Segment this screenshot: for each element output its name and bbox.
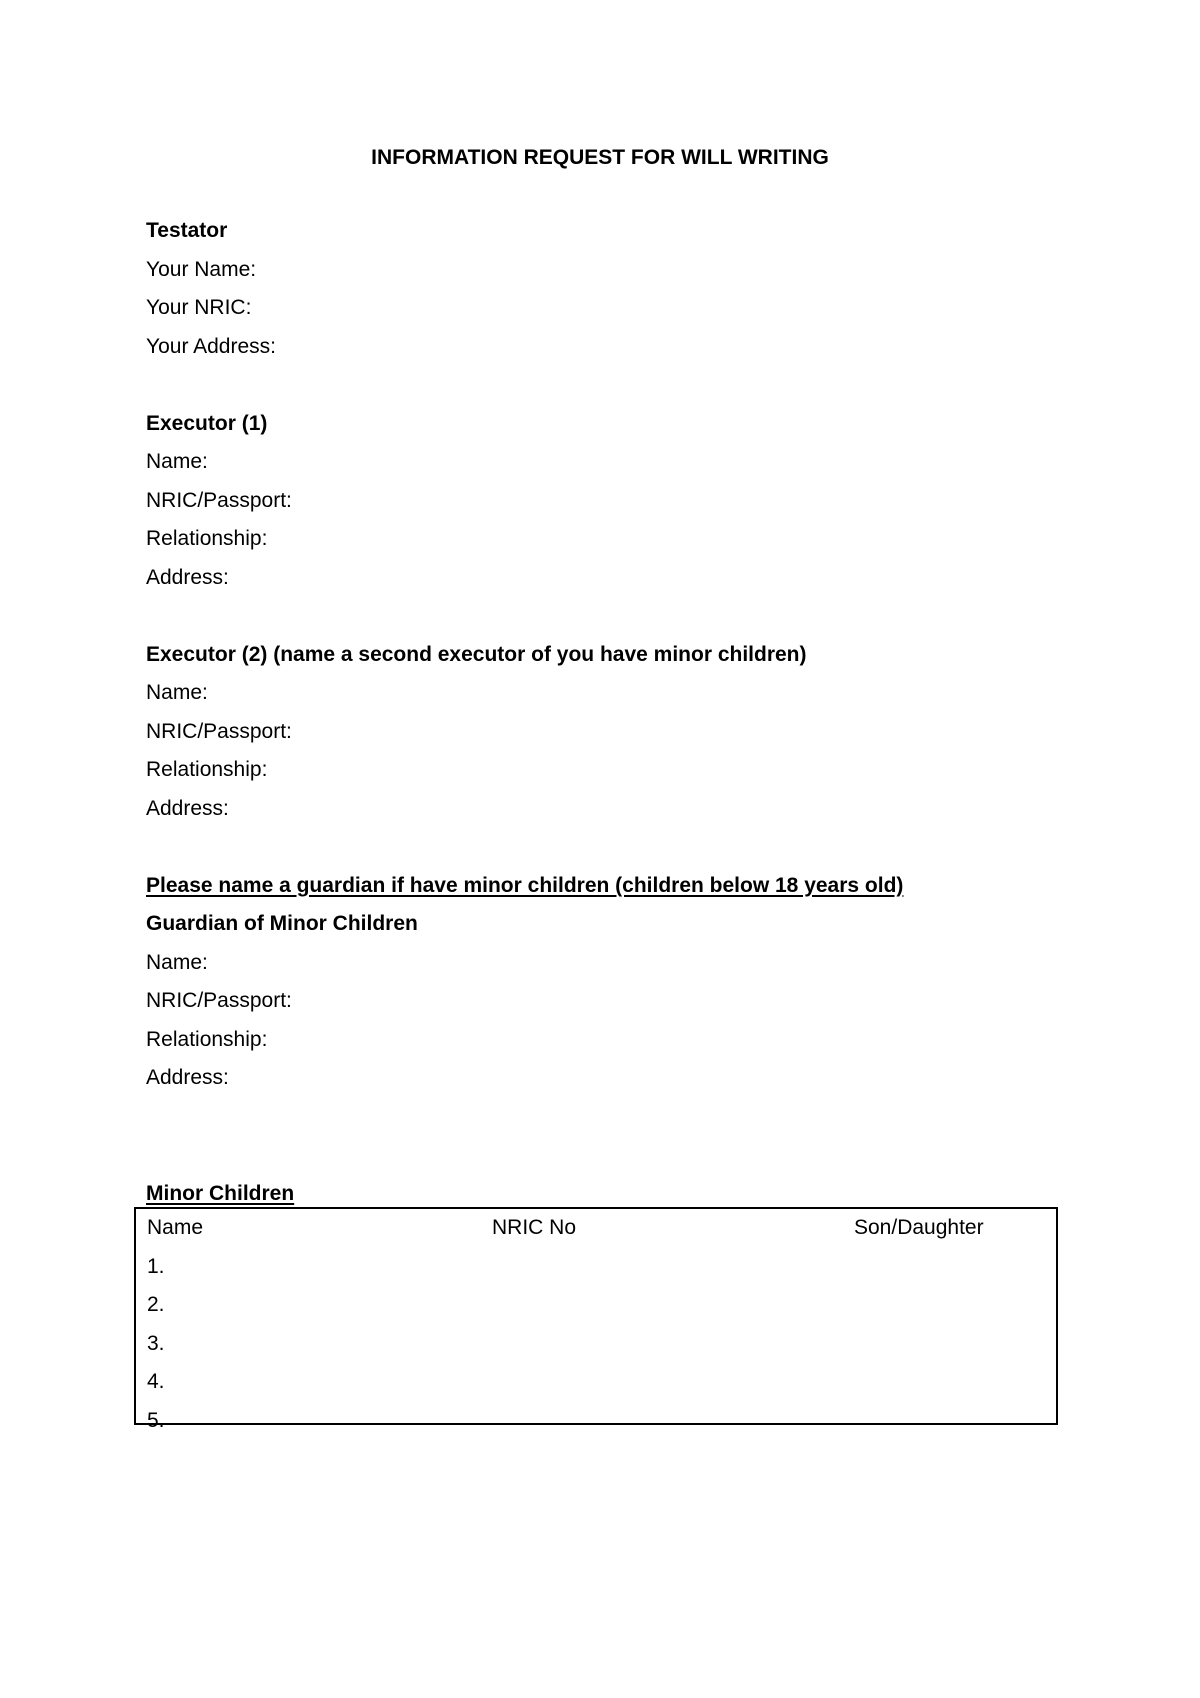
guardian-heading: Guardian of Minor Children [146, 912, 418, 935]
testator-address-label: Your Address: [146, 334, 276, 358]
minor-children-table [134, 1207, 1058, 1432]
executor1-heading: Executor (1) [146, 411, 268, 435]
row-number: 1. [147, 1254, 165, 1278]
executor1-section [146, 405, 1066, 598]
executor1-address-label: Address: [146, 565, 229, 589]
executor1-relationship-label: Relationship: [146, 527, 268, 550]
guardian-notice: Please name a guardian if have minor children (children below 18 years old) [146, 873, 904, 897]
guardian-name-label: Name: [146, 950, 208, 974]
table-row [136, 1286, 1056, 1325]
guardian-relationship-label: Relationship: [146, 1027, 268, 1051]
table-row [136, 1325, 1056, 1364]
minor-children-heading: Minor Children [146, 1181, 295, 1205]
table-row [136, 1363, 1056, 1402]
column-header-son-daughter: Son/Daughter [854, 1216, 984, 1239]
executor1-passport-label: NRIC/Passport: [146, 488, 292, 512]
testator-name-label: Your Name: [146, 257, 257, 281]
spacer [146, 366, 1066, 405]
table-header-row [136, 1209, 1056, 1248]
guardian-address-label: Address: [146, 1066, 229, 1089]
executor2-section [146, 636, 1066, 829]
column-header-name: Name [147, 1216, 204, 1239]
row-number: 5. [147, 1408, 165, 1432]
executor2-address-label: Address: [146, 796, 229, 820]
spacer [146, 1098, 1066, 1137]
executor1-name-label: Name: [146, 450, 208, 473]
table-row [136, 1402, 1056, 1441]
guardian-passport-label: NRIC/Passport: [146, 989, 292, 1012]
spacer [146, 828, 1066, 867]
spacer [146, 597, 1066, 636]
row-number: 3. [147, 1331, 165, 1355]
executor2-passport-label: NRIC/Passport: [146, 719, 292, 743]
executor2-heading: Executor (2) (name a second executor of you have minor children) [146, 642, 807, 666]
row-number: 2. [147, 1293, 165, 1316]
executor2-name-label: Name: [146, 681, 208, 704]
guardian-section [146, 867, 1066, 1098]
form-content [146, 212, 1066, 1213]
column-header-nric: NRIC No [492, 1216, 577, 1239]
document-title: INFORMATION REQUEST FOR WILL WRITING [371, 146, 829, 169]
row-number: 4. [147, 1370, 165, 1393]
testator-section [146, 212, 1066, 366]
testator-nric-label: Your NRIC: [146, 296, 252, 319]
spacer [146, 1136, 1066, 1175]
table-row [136, 1248, 1056, 1287]
executor2-relationship-label: Relationship: [146, 758, 268, 781]
testator-heading: Testator [146, 219, 228, 242]
